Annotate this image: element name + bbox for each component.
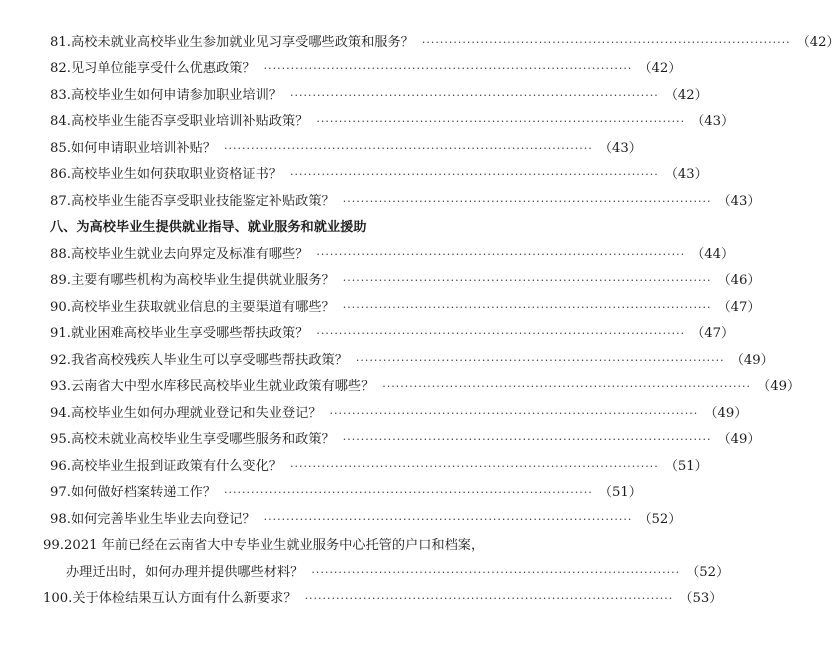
toc-entry-81[interactable]	[0, 29, 840, 56]
entry-number: 99.	[43, 538, 64, 554]
entry-number: 91.	[50, 326, 71, 342]
entry-number: 95.	[50, 432, 71, 448]
toc-entry-99[interactable]	[0, 533, 555, 560]
entry-page: （44）	[691, 246, 735, 262]
entry-number: 86.	[50, 167, 71, 183]
entry-page: （51）	[598, 485, 642, 501]
toc-entry-93[interactable]	[0, 374, 801, 401]
entry-number: 83.	[50, 87, 71, 103]
entry-page: （52）	[686, 564, 730, 580]
entry-number: 93.	[50, 379, 71, 395]
dot-leader: ··················································································	[316, 247, 686, 261]
dot-leader: ··················································································	[289, 168, 659, 182]
entry-page: （49）	[730, 352, 774, 368]
entry-page: （49）	[704, 405, 748, 421]
dot-leader: ··················································································	[224, 141, 593, 155]
toc-entry-89[interactable]	[0, 268, 761, 295]
toc-entry-87[interactable]	[0, 188, 761, 215]
entry-title: 我省高校残疾人毕业生可以享受哪些帮扶政策？	[70, 352, 348, 368]
entry-title: 高校未就业高校毕业生参加就业见习享受哪些政策和服务？	[70, 34, 414, 50]
toc-entry-83[interactable]	[0, 82, 708, 109]
dot-leader: ··················································································	[316, 327, 686, 341]
dot-leader: ··················································································	[342, 300, 712, 314]
entry-page: （43）	[664, 167, 708, 183]
dot-leader: ··················································································	[224, 486, 593, 500]
toc-entry-99-continued[interactable]	[0, 559, 730, 586]
entry-page: （51）	[664, 458, 708, 474]
entry-number: 89.	[50, 273, 71, 289]
dot-leader: ··················································································	[289, 459, 659, 473]
toc-entry-84[interactable]	[0, 109, 735, 136]
entry-title: 云南省大中型水库移民高校毕业生就业政策有哪些？	[70, 379, 375, 395]
toc-entry-94[interactable]	[0, 400, 748, 427]
entry-page: （47）	[691, 326, 735, 342]
entry-page: （49）	[757, 379, 801, 395]
entry-title: 关于体检结果互认方面有什么新要求？	[72, 591, 297, 607]
entry-title: 如何完善毕业生毕业去向登记？	[70, 511, 256, 527]
toc-entry-100[interactable]	[0, 586, 723, 613]
entry-page: （43）	[691, 114, 735, 130]
entry-number: 96.	[50, 458, 71, 474]
entry-title: 高校未就业高校毕业生享受哪些服务和政策？	[70, 432, 335, 448]
entry-title: 高校毕业生获取就业信息的主要渠道有哪些？	[70, 299, 335, 315]
dot-leader: ··················································································	[342, 194, 712, 208]
entry-number: 87.	[50, 193, 71, 209]
toc-entry-97[interactable]	[0, 480, 642, 507]
entry-number: 81.	[50, 34, 71, 50]
entry-number: 88.	[50, 246, 71, 262]
entry-title: 高校毕业生能否享受职业培训补贴政策？	[70, 114, 309, 130]
dot-leader: ··················································································	[342, 274, 712, 288]
entry-number: 98.	[50, 511, 71, 527]
toc-entry-85[interactable]	[0, 135, 642, 162]
entry-page: （49）	[717, 432, 761, 448]
entry-page: （47）	[717, 299, 761, 315]
entry-title: 高校毕业生报到证政策有什么变化？	[70, 458, 282, 474]
entry-title: 就业困难高校毕业生享受哪些帮扶政策？	[70, 326, 309, 342]
entry-title: 高校毕业生如何申请参加职业培训？	[70, 87, 282, 103]
entry-title: 如何做好档案转递工作？	[70, 485, 217, 501]
dot-leader: ··················································································	[304, 592, 674, 606]
entry-number: 100.	[43, 591, 73, 607]
dot-leader: ··················································································	[342, 433, 712, 447]
entry-number: 92.	[50, 352, 71, 368]
dot-leader: ··················································································	[311, 565, 681, 579]
toc-entry-91[interactable]	[0, 321, 735, 348]
section-heading[interactable]	[0, 215, 555, 242]
dot-leader: ··················································································	[382, 380, 752, 394]
entry-page: （42）	[664, 87, 708, 103]
dot-leader: ··················································································	[355, 353, 725, 367]
entry-page: （42）	[638, 61, 682, 77]
entry-page: （43）	[598, 140, 642, 156]
toc-entry-92[interactable]	[0, 347, 774, 374]
entry-page: （43）	[717, 193, 761, 209]
entry-page: （52）	[638, 511, 682, 527]
section-title: 八、为高校毕业生提供就业指导、就业服务和就业援助	[50, 220, 367, 236]
entry-number: 85.	[50, 140, 71, 156]
entry-number: 90.	[50, 299, 71, 315]
toc-entry-96[interactable]	[0, 453, 708, 480]
entry-title: 如何申请职业培训补贴？	[70, 140, 217, 156]
entry-page: （53）	[679, 591, 723, 607]
entry-page: （46）	[717, 273, 761, 289]
toc-entry-88[interactable]	[0, 241, 735, 268]
entry-title: 高校毕业生如何办理就业登记和失业登记？	[70, 405, 322, 421]
dot-leader: ··················································································	[263, 62, 633, 76]
entry-number: 82.	[50, 61, 71, 77]
toc-entry-86[interactable]	[0, 162, 708, 189]
entry-title: 高校毕业生如何获取职业资格证书？	[70, 167, 282, 183]
toc-entry-82[interactable]	[0, 56, 682, 83]
entry-number: 84.	[50, 114, 71, 130]
toc-entry-90[interactable]	[0, 294, 761, 321]
toc-entry-98[interactable]	[0, 506, 682, 533]
table-of-contents	[0, 29, 840, 612]
entry-title-continued: 办理迁出时，如何办理并提供哪些材料？	[66, 564, 304, 580]
entry-title: 高校毕业生就业去向界定及标准有哪些？	[70, 246, 309, 262]
toc-entry-95[interactable]	[0, 427, 761, 454]
entry-title: 主要有哪些机构为高校毕业生提供就业服务？	[70, 273, 335, 289]
entry-number: 94.	[50, 405, 71, 421]
entry-title: 2021 年前已经在云南省大中专毕业生就业服务中心托管的户口和档案，	[63, 538, 485, 554]
dot-leader: ··················································································	[421, 35, 791, 49]
dot-leader: ··················································································	[289, 88, 659, 102]
entry-page: （42）	[796, 34, 840, 50]
entry-title: 见习单位能享受什么优惠政策？	[70, 61, 256, 77]
entry-title: 高校毕业生能否享受职业技能鉴定补贴政策？	[70, 193, 335, 209]
entry-number: 97.	[50, 485, 71, 501]
dot-leader: ··················································································	[329, 406, 699, 420]
dot-leader: ··················································································	[263, 512, 633, 526]
dot-leader: ··················································································	[316, 115, 686, 129]
